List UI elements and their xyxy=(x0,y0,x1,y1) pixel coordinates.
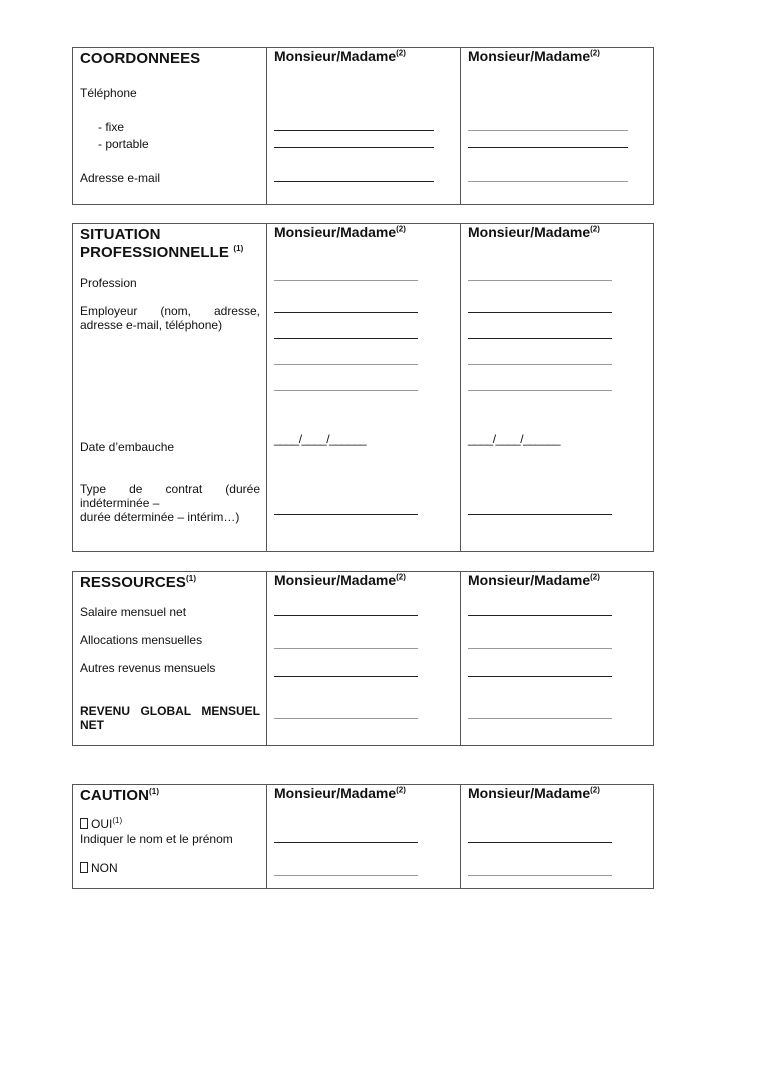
ressources-labels-column xyxy=(73,572,267,745)
salaire-blank-line[interactable] xyxy=(274,615,418,616)
allocations-blank-line[interactable] xyxy=(468,648,612,649)
autres-revenus-label: Autres revenus mensuels xyxy=(80,661,216,675)
email-blank-line[interactable] xyxy=(274,181,434,182)
ressources-person2-column xyxy=(461,572,655,745)
coordonnees-person1-column xyxy=(267,48,461,204)
contrat-label-line2: indéterminée – xyxy=(80,496,160,510)
allocations-blank-line[interactable] xyxy=(274,648,418,649)
employeur-blank-line[interactable] xyxy=(274,364,418,365)
employeur-label-line1: Employeur (nom, adresse, xyxy=(80,304,260,318)
portable-blank-line[interactable] xyxy=(468,147,628,148)
caution-labels-column xyxy=(73,785,267,888)
profession-blank-line[interactable] xyxy=(468,280,612,281)
caution-title: CAUTION$^{(1)}$ xyxy=(80,787,160,804)
employeur-blank-line[interactable] xyxy=(468,390,612,391)
employeur-blank-line[interactable] xyxy=(274,312,418,313)
revenu-global-blank-line[interactable] xyxy=(274,718,418,719)
coordonnees-table xyxy=(72,47,654,205)
column-header: Monsieur/Madame$^{(2)}$ xyxy=(274,224,406,240)
coordonnees-title: COORDONNEES xyxy=(80,50,201,67)
column-header: Monsieur/Madame$^{(2)}$ xyxy=(468,572,600,588)
fixe-label: - fixe xyxy=(98,120,125,134)
employeur-blank-line[interactable] xyxy=(274,390,418,391)
non-option[interactable]: NON xyxy=(80,861,118,875)
fixe-blank-line[interactable] xyxy=(274,130,434,131)
date-embauche-blank[interactable]: ____/____/______ xyxy=(274,432,367,446)
contrat-label-line3: durée déterminée – intérim…) xyxy=(80,510,240,524)
revenu-global-label-line2: NET xyxy=(80,718,104,732)
coordonnees-labels-column xyxy=(73,48,267,204)
employeur-blank-line[interactable] xyxy=(468,364,612,365)
oui-checkbox[interactable] xyxy=(80,818,88,829)
caution-person2-column xyxy=(461,785,655,888)
profession-label: Profession xyxy=(80,276,137,290)
portable-label: - portable xyxy=(98,137,149,151)
situation-title-line2: PROFESSIONNELLE $^{(1)}$ xyxy=(80,244,244,261)
column-header: Monsieur/Madame$^{(2)}$ xyxy=(274,785,406,801)
contrat-blank-line[interactable] xyxy=(468,514,612,515)
column-header: Monsieur/Madame$^{(2)}$ xyxy=(468,48,600,64)
oui-option[interactable]: OUI$^{(1)}$ xyxy=(80,817,122,831)
situation-person2-column xyxy=(461,224,655,551)
allocations-label: Allocations mensuelles xyxy=(80,633,203,647)
fixe-blank-line[interactable] xyxy=(468,130,628,131)
autres-revenus-blank-line[interactable] xyxy=(468,676,612,677)
date-embauche-blank[interactable]: ____/____/______ xyxy=(468,432,561,446)
salaire-blank-line[interactable] xyxy=(468,615,612,616)
employeur-blank-line[interactable] xyxy=(468,338,612,339)
non-checkbox[interactable] xyxy=(80,862,88,873)
column-header: Monsieur/Madame$^{(2)}$ xyxy=(468,224,600,240)
column-header: Monsieur/Madame$^{(2)}$ xyxy=(274,48,406,64)
ressources-person1-column xyxy=(267,572,461,745)
caution-person1-column xyxy=(267,785,461,888)
portable-blank-line[interactable] xyxy=(274,147,434,148)
caution-blank-line[interactable] xyxy=(274,875,418,876)
email-label: Adresse e-mail xyxy=(80,171,161,185)
email-blank-line[interactable] xyxy=(468,181,628,182)
ressources-table xyxy=(72,571,654,746)
employeur-blank-line[interactable] xyxy=(274,338,418,339)
telephone-label: Téléphone xyxy=(80,86,137,100)
caution-name-blank-line[interactable] xyxy=(468,842,612,843)
date-embauche-label: Date d’embauche xyxy=(80,440,175,454)
revenu-global-label-line1: REVENU GLOBAL MENSUEL xyxy=(80,704,260,718)
revenu-global-blank-line[interactable] xyxy=(468,718,612,719)
situation-labels-column xyxy=(73,224,267,551)
column-header: Monsieur/Madame$^{(2)}$ xyxy=(274,572,406,588)
ressources-title: RESSOURCES$^{(1)}$ xyxy=(80,574,197,591)
salaire-label: Salaire mensuel net xyxy=(80,605,187,619)
column-header: Monsieur/Madame$^{(2)}$ xyxy=(468,785,600,801)
autres-revenus-blank-line[interactable] xyxy=(274,676,418,677)
caution-table xyxy=(72,784,654,889)
contrat-label-line1: Type de contrat (durée xyxy=(80,482,260,496)
caution-blank-line[interactable] xyxy=(468,875,612,876)
situation-person1-column xyxy=(267,224,461,551)
indiquer-label: Indiquer le nom et le prénom xyxy=(80,832,233,846)
employeur-blank-line[interactable] xyxy=(468,312,612,313)
contrat-blank-line[interactable] xyxy=(274,514,418,515)
profession-blank-line[interactable] xyxy=(274,280,418,281)
coordonnees-person2-column xyxy=(461,48,655,204)
caution-name-blank-line[interactable] xyxy=(274,842,418,843)
situation-title-line1: SITUATION xyxy=(80,226,161,243)
employeur-label-line2: adresse e-mail, téléphone) xyxy=(80,318,223,332)
situation-table xyxy=(72,223,654,552)
